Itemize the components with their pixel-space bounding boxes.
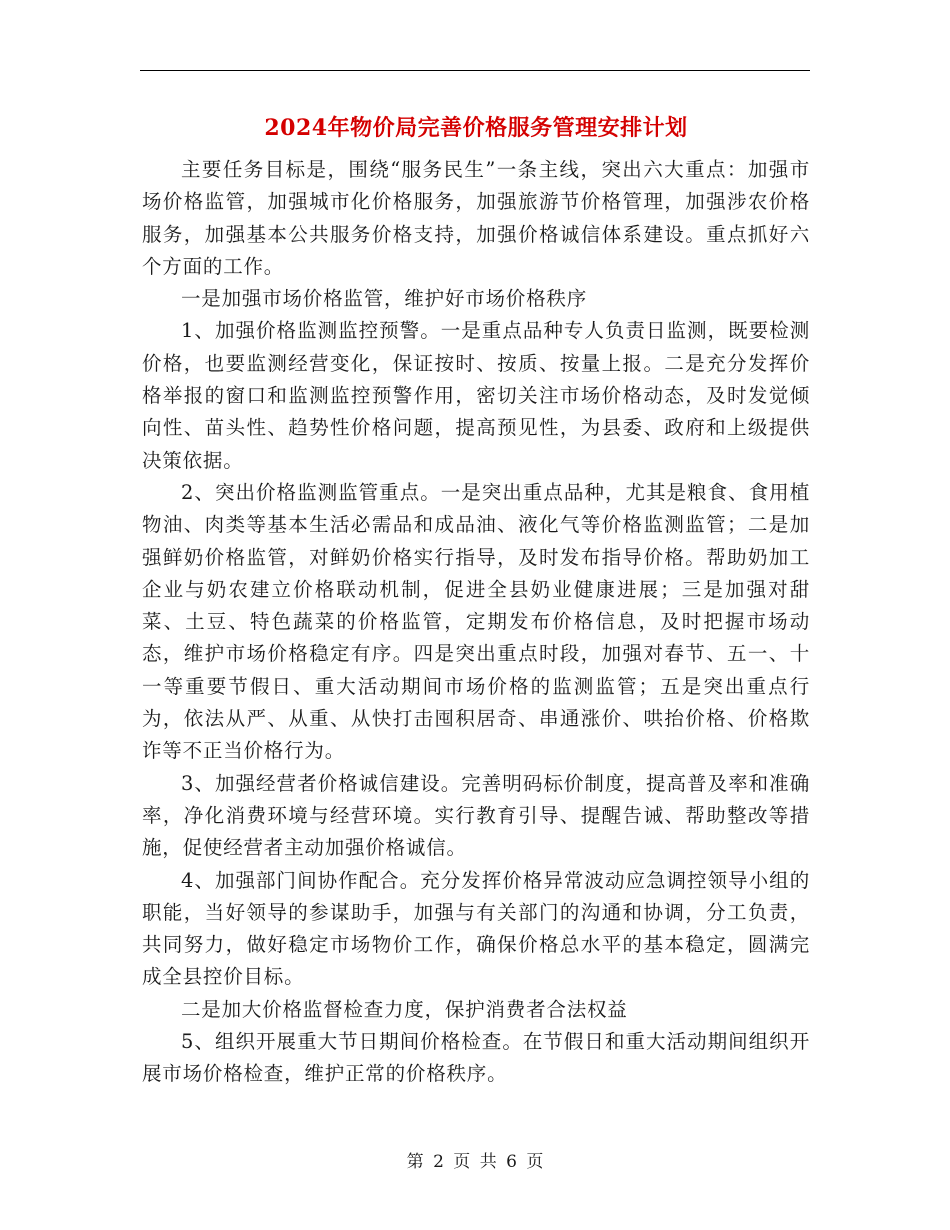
footer-total-suffix: 页 [526, 1152, 544, 1172]
page-footer [0, 1150, 950, 1174]
paragraph-item-3: 3、加强经营者价格诚信建设。完善明码标价制度，提高普及率和准确率，净化消费环境与经营环境。实行教育引导、提醒告诫、帮助整改等措施，促使经营者主动加强价格诚信。 [142, 771, 810, 860]
footer-page-prefix: 第 [406, 1152, 424, 1172]
paragraph-intro: 主要任务目标是，围绕“服务民生”一条主线，突出六大重点：加强市场价格监管，加强城市化价格服务，加强旅游节价格管理，加强涉农价格服务，加强基本公共服务价格支持，加强价格诚信体系建设。重点抓好六个方面的工作。 [142, 158, 810, 278]
document-title: 2024年物价局完善价格服务管理安排计划 [264, 115, 688, 141]
footer-total-prefix: 共 [479, 1152, 497, 1172]
section-heading-2: 二是加大价格监督检查力度，保护消费者合法权益 [181, 997, 628, 1021]
paragraph-item-4: 4、加强部门间协作配合。充分发挥价格异常波动应急调控领导小组的职能，当好领导的参谋助手，加强与有关部门的沟通和协调，分工负责，共同努力，做好稳定市场物价工作，确保价格总水平的基本稳定，圆满完成全县控价目标。 [142, 868, 810, 989]
header-rule [140, 70, 810, 71]
paragraph-item-1: 1、加强价格监测监控预警。一是重点品种专人负责日监测，既要检测价格，也要监测经营变化，保证按时、按质、按量上报。二是充分发挥价格举报的窗口和监测监控预警作用，密切关注市场价格动态，及时发觉倾向性、苗头性、趋势性价格问题，提高预见性，为县委、政府和上级提供决策依据。 [142, 319, 810, 472]
section-heading-1: 一是加强市场价格监管，维护好市场价格秩序 [181, 287, 588, 311]
paragraph-item-2: 2、突出价格监测监管重点。一是突出重点品种，尤其是粮食、食用植物油、肉类等基本生活必需品和成品油、液化气等价格监测监管；二是加强鲜奶价格监管，对鲜奶价格实行指导，及时发布指导价格。帮助奶加工企业与奶农建立价格联动机制，促进全县奶业健康进展；三是加强对甜菜、土豆、特色蔬菜的价格监管，定期发布价格信息，及时把握市场动态，维护市场价格稳定有序。四是突出重点时段，加强对春节、五一、十一等重要节假日、重大活动期间市场价格的监测监管；五是突出重点行为，依法从严、从重、从快打击囤积居奇、串通涨价、哄抬价格、价格欺诈等不正当价格行为。 [142, 480, 810, 763]
footer-total-pages: 6 [506, 1152, 517, 1172]
footer-current-page: 2 [433, 1152, 444, 1172]
paragraph-item-5: 5、组织开展重大节日期间价格检查。在节假日和重大活动期间组织开展市场价格检查，维护正常的价格秩序。 [142, 1030, 810, 1086]
document-body [142, 108, 810, 1091]
footer-page-word: 页 [453, 1152, 471, 1172]
